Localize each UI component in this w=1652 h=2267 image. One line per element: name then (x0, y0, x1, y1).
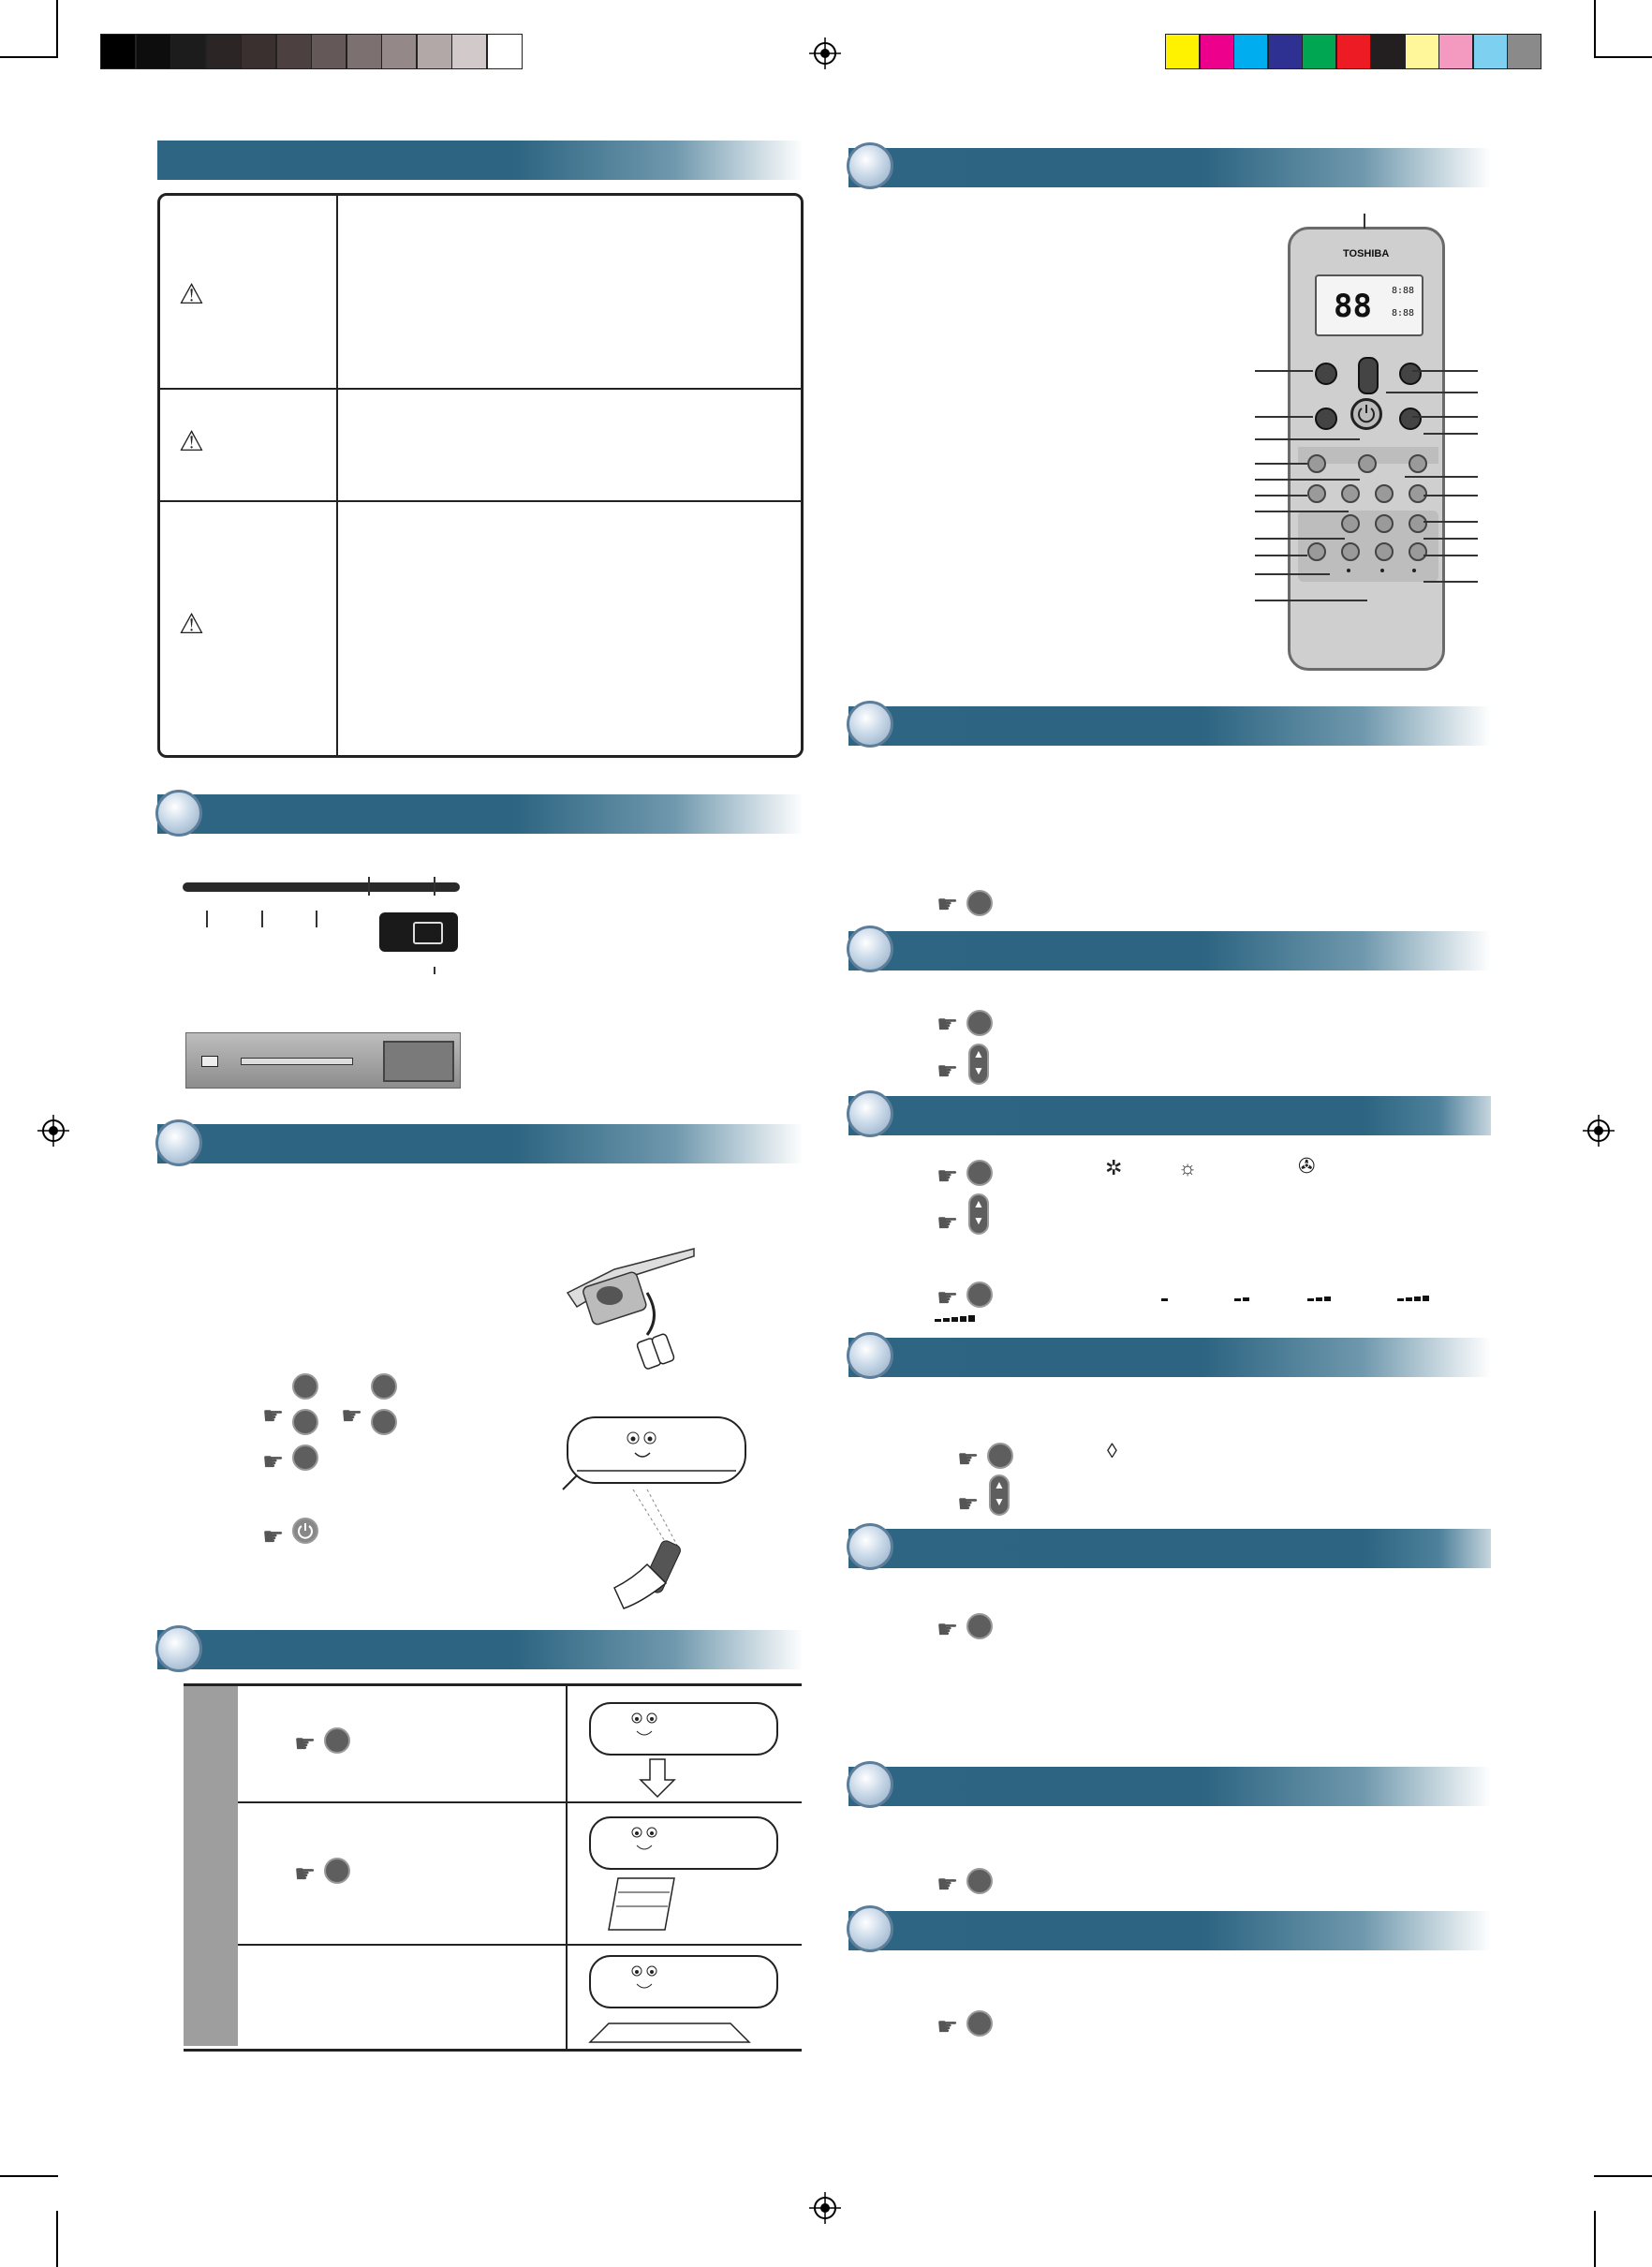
fan-speed-bar (1243, 1297, 1249, 1301)
fan-speed-bar (1406, 1297, 1412, 1301)
callout-line (1255, 495, 1307, 496)
function-button[interactable] (966, 1613, 993, 1639)
section-number-badge (847, 142, 893, 189)
fan-speed-bar (1423, 1296, 1429, 1301)
pointing-hand-icon: ☛ (937, 890, 959, 918)
function-button[interactable] (966, 1868, 993, 1894)
section-header (157, 1124, 804, 1163)
power-button[interactable] (292, 1518, 318, 1544)
section-header (848, 706, 1491, 746)
color-swatch (1336, 34, 1371, 69)
power-icon (1353, 401, 1379, 427)
louver-button[interactable] (324, 1727, 350, 1754)
color-swatch (1165, 34, 1200, 69)
section-number-badge (847, 1090, 893, 1137)
section-number-badge (847, 1332, 893, 1379)
callout-line (1255, 573, 1330, 575)
fan-speed-button[interactable] (966, 1282, 993, 1308)
color-swatch (1233, 34, 1268, 69)
pointing-hand-icon: ☛ (937, 2012, 959, 2040)
section-header (848, 1338, 1491, 1377)
callout-line (1423, 538, 1478, 540)
remote-brand: TOSHIBA (1343, 248, 1390, 259)
fan-speed-bar (1316, 1297, 1322, 1301)
color-swatch (417, 34, 452, 69)
lcd-timer-on: 8:88 (1392, 286, 1415, 296)
snowflake-icon: ✲ (1105, 1156, 1123, 1179)
callout-line (1423, 555, 1478, 556)
color-swatch (1473, 34, 1508, 69)
timer-down-button[interactable] (1375, 542, 1394, 561)
crop-mark (56, 0, 58, 58)
remote-power-button[interactable] (1350, 398, 1382, 430)
warning-triangle-icon: ⚠ (179, 609, 204, 640)
ac-swing-illustration (571, 1808, 796, 1939)
section-header (157, 794, 804, 834)
remote-button[interactable] (1307, 542, 1326, 561)
callout-line (1405, 476, 1478, 478)
callout-line (1255, 538, 1345, 540)
pointing-hand-icon: ☛ (937, 1870, 959, 1898)
fan-speed-bar (943, 1318, 950, 1322)
temperature-rocker[interactable]: ▲ ▼ (989, 1474, 1010, 1516)
pointing-hand-icon: ☛ (262, 1447, 285, 1475)
temperature-rocker[interactable]: ▲ ▼ (968, 1044, 989, 1085)
pointing-hand-icon: ☛ (262, 1522, 285, 1550)
indicator-panel-diagram (185, 1032, 461, 1089)
fan-speed-bar (951, 1317, 958, 1322)
section-number-badge (847, 701, 893, 748)
power-icon (294, 1519, 317, 1542)
remote-button[interactable] (1409, 484, 1427, 503)
pointing-hand-icon: ☛ (957, 1489, 980, 1518)
fan-speed-bar (1414, 1296, 1421, 1301)
remote-button[interactable] (1358, 454, 1377, 473)
pointing-hand-icon: ☛ (937, 1283, 959, 1311)
mode-button[interactable] (966, 1160, 993, 1186)
crop-mark (1594, 2175, 1652, 2177)
remote-button[interactable] (1307, 484, 1326, 503)
callout-line (1255, 479, 1360, 481)
warning-row (160, 388, 801, 502)
down-button[interactable] (371, 1409, 397, 1435)
air-flow-table (184, 1683, 802, 2052)
callout-line (1255, 370, 1313, 372)
callout-line (1255, 600, 1367, 601)
callout-line (1255, 511, 1349, 512)
color-swatch (1302, 34, 1336, 69)
water-drop-icon: ◊ (1107, 1439, 1117, 1462)
callout-line (1423, 581, 1478, 583)
section-number-badge (847, 926, 893, 972)
remote-lcd (1315, 274, 1423, 336)
ac-flow-illustration (571, 1948, 796, 2046)
remote-button[interactable] (1409, 454, 1427, 473)
color-swatch (1507, 34, 1541, 69)
remote-button[interactable] (1399, 363, 1422, 385)
registration-mark-right (1583, 1115, 1615, 1147)
fan-speed-bar (1161, 1298, 1168, 1301)
color-swatch (311, 34, 347, 69)
mode-button[interactable] (966, 890, 993, 916)
pointing-hand-icon: ☛ (937, 1162, 959, 1190)
color-swatch (451, 34, 487, 69)
registration-mark-bottom (809, 2192, 841, 2224)
remote-button[interactable] (1341, 484, 1360, 503)
sun-icon: ☼ (1178, 1156, 1198, 1179)
section-number-badge (155, 1625, 202, 1672)
lcd-temperature: 88 (1334, 288, 1372, 325)
warning-triangle-icon: ⚠ (179, 426, 204, 457)
pointing-hand-icon: ☛ (294, 1860, 317, 1888)
section-header (848, 148, 1491, 187)
swing-button[interactable] (324, 1858, 350, 1884)
section-header (848, 1096, 1491, 1135)
up-button[interactable] (292, 1373, 318, 1400)
color-swatch (241, 34, 276, 69)
timer-up-button[interactable] (1375, 514, 1394, 533)
remote-button[interactable] (1375, 484, 1394, 503)
remote-button[interactable] (1315, 363, 1337, 385)
remote-button[interactable] (1307, 454, 1326, 473)
callout-line (1423, 495, 1478, 496)
crop-mark (0, 56, 58, 58)
temp-rocker[interactable] (1358, 357, 1379, 394)
crop-mark (56, 2211, 58, 2267)
timer-down-button[interactable] (1341, 542, 1360, 561)
fan-speed-bar (1324, 1296, 1331, 1301)
fan-speed-bar (935, 1319, 941, 1322)
pointing-hand-icon: ☛ (937, 1615, 959, 1643)
crop-mark (1594, 0, 1596, 58)
section-header (848, 1529, 1491, 1568)
color-swatch (1405, 34, 1439, 69)
callout-line (1423, 521, 1478, 523)
registration-mark-top (809, 37, 841, 69)
pointing-hand-icon: ☛ (341, 1401, 363, 1430)
color-swatch (347, 34, 382, 69)
down-button[interactable] (292, 1409, 318, 1435)
color-swatch (276, 34, 312, 69)
set-button[interactable] (292, 1445, 318, 1471)
callout-line (1423, 433, 1478, 435)
function-button[interactable] (966, 2010, 993, 2037)
mode-button[interactable] (966, 1010, 993, 1036)
warning-row (160, 500, 801, 758)
fan-speed-bar (968, 1315, 975, 1322)
section-header (848, 1911, 1491, 1950)
fan-icon: ✇ (1298, 1154, 1316, 1178)
remote-button[interactable] (1409, 542, 1427, 561)
ac-louver-down-illustration (571, 1694, 796, 1799)
dry-mode-button[interactable] (987, 1443, 1013, 1469)
fan-speed-bar (1397, 1298, 1404, 1301)
lcd-timer-off: 8:88 (1392, 308, 1415, 319)
warning-row (160, 196, 801, 390)
color-swatch (136, 34, 171, 69)
pointing-hand-icon: ☛ (294, 1729, 317, 1757)
fan-speed-bar (1307, 1298, 1314, 1301)
callout-line (1412, 416, 1478, 418)
remote-button[interactable] (1315, 407, 1337, 430)
timer-up-button[interactable] (1341, 514, 1360, 533)
remote-control (1288, 227, 1445, 671)
color-swatch (206, 34, 242, 69)
warning-triangle-icon: ⚠ (179, 279, 204, 310)
receiver-window (379, 912, 458, 952)
callout-line (1255, 438, 1360, 440)
color-swatch (170, 34, 206, 69)
pointing-hand-icon: ☛ (937, 1208, 959, 1237)
callout-line (1255, 463, 1307, 465)
pointing-hand-icon: ☛ (957, 1445, 980, 1473)
color-swatch (1200, 34, 1234, 69)
color-swatch (1268, 34, 1303, 69)
temperature-rocker[interactable]: ▲ ▼ (968, 1193, 989, 1235)
pointing-hand-icon: ☛ (262, 1401, 285, 1430)
section-header (848, 931, 1491, 971)
fan-speed-bar (960, 1316, 966, 1322)
color-swatch (487, 34, 523, 69)
battery-install-illustration (558, 1241, 699, 1372)
pointing-hand-icon: ☛ (937, 1057, 959, 1085)
color-swatch (1438, 34, 1473, 69)
callout-line (1412, 370, 1478, 372)
ac-remote-pointing-illustration (558, 1400, 755, 1611)
section-number-badge (155, 790, 202, 837)
fan-speed-bar (1234, 1298, 1241, 1301)
section-header (848, 1767, 1491, 1806)
section-header-precautions (157, 141, 804, 180)
color-swatch (1370, 34, 1405, 69)
section-number-badge (847, 1523, 893, 1570)
crop-mark (1594, 2211, 1596, 2267)
section-number-badge (847, 1761, 893, 1808)
callout-line (1255, 555, 1307, 556)
callout-line (1255, 416, 1313, 418)
crop-mark (0, 2175, 58, 2177)
color-swatch (100, 34, 136, 69)
warning-box (157, 193, 804, 758)
registration-mark-left (37, 1115, 69, 1147)
section-number-badge (847, 1905, 893, 1952)
color-swatch (381, 34, 417, 69)
remote-front-diagram (183, 877, 460, 989)
remote-button[interactable] (1399, 407, 1422, 430)
callout-line (1386, 392, 1478, 393)
remote-button[interactable] (1409, 514, 1427, 533)
section-header (157, 1630, 804, 1669)
up-button[interactable] (371, 1373, 397, 1400)
section-number-badge (155, 1119, 202, 1166)
crop-mark (1594, 56, 1652, 58)
pointing-hand-icon: ☛ (937, 1010, 959, 1038)
